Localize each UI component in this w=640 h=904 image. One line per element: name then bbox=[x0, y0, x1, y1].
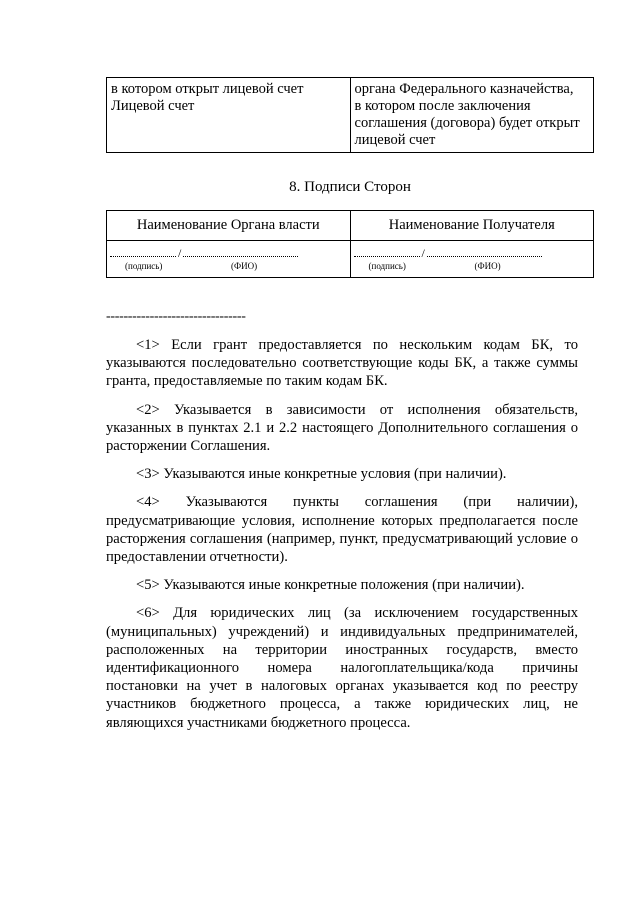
name-blank bbox=[183, 256, 298, 257]
signature-cell-recipient bbox=[350, 241, 594, 278]
cell-line: Лицевой счет bbox=[111, 98, 195, 114]
section-title: 8. Подписи Сторон bbox=[289, 179, 411, 195]
account-table-left-cell bbox=[107, 78, 351, 153]
name-caption: (ФИО) bbox=[474, 261, 501, 271]
signature-caption: (подпись) bbox=[368, 261, 406, 271]
footnotes bbox=[106, 336, 578, 742]
signature-table-sign-row bbox=[107, 241, 594, 278]
footnote-1: <1> Если грант предоставляется по нескольким кодам БК, то указываются последовательно соответствующие коды БК, а также суммы гранта, предоставляемые по таким кодам БК. bbox=[106, 337, 578, 390]
signature-line bbox=[110, 247, 298, 259]
signature-slash: / bbox=[178, 246, 182, 260]
signature-caption: (подпись) bbox=[125, 261, 163, 271]
signature-line bbox=[354, 247, 542, 259]
signature-header-recipient: Наименование Получателя bbox=[350, 211, 594, 241]
footnote-4: <4> Указываются пункты соглашения (при наличии), предусматривающие условия, исполнение которых предполагается после расторжения соглашения (например, пункт, предусматривающий условие о предоставлении отчетности). bbox=[106, 494, 578, 566]
cell-line: соглашения (договора) будет открыт bbox=[354, 115, 580, 131]
signature-slash: / bbox=[421, 246, 425, 260]
footnote-3: <3> Указываются иные конкретные условия (при наличии). bbox=[136, 466, 507, 483]
footnote-2: <2> Указывается в зависимости от исполнения обязательств, указанных в пунктах 2.1 и 2.2 настоящего Дополнительного соглашения о расторжении Соглашения. bbox=[106, 401, 578, 455]
footnote-separator: -------------------------------- bbox=[106, 309, 246, 324]
cell-line: лицевой счет bbox=[354, 132, 436, 148]
cell-line: в котором после заключения bbox=[354, 98, 531, 114]
signature-blank bbox=[110, 256, 176, 257]
account-table-row bbox=[107, 78, 594, 153]
account-table-right-cell bbox=[350, 78, 593, 153]
signature-table-header-row bbox=[107, 211, 594, 241]
name-caption: (ФИО) bbox=[231, 261, 258, 271]
name-blank bbox=[427, 256, 542, 257]
footnote-6: <6> Для юридических лиц (за исключением государственных (муниципальных) учреждений) и индивидуальных предпринимателей, расположенных на территории иностранных государств, вместо идентификационного номера налогоплательщика/кода причины постановки на учет в налоговых органах указывается код по реестру участников бюджетного процесса, а также юридических лиц, не являющихся участниками бюджетного процесса. bbox=[106, 605, 578, 731]
signature-table bbox=[106, 210, 594, 278]
cell-line: органа Федерального казначейства, bbox=[354, 81, 574, 97]
signature-cell-authority bbox=[107, 241, 351, 278]
account-table bbox=[106, 77, 594, 153]
cell-line: в котором открыт лицевой счет bbox=[111, 81, 304, 97]
footnote-5: <5> Указываются иные конкретные положения (при наличии). bbox=[136, 577, 525, 594]
signature-header-authority: Наименование Органа власти bbox=[107, 211, 351, 241]
signature-blank bbox=[354, 256, 420, 257]
